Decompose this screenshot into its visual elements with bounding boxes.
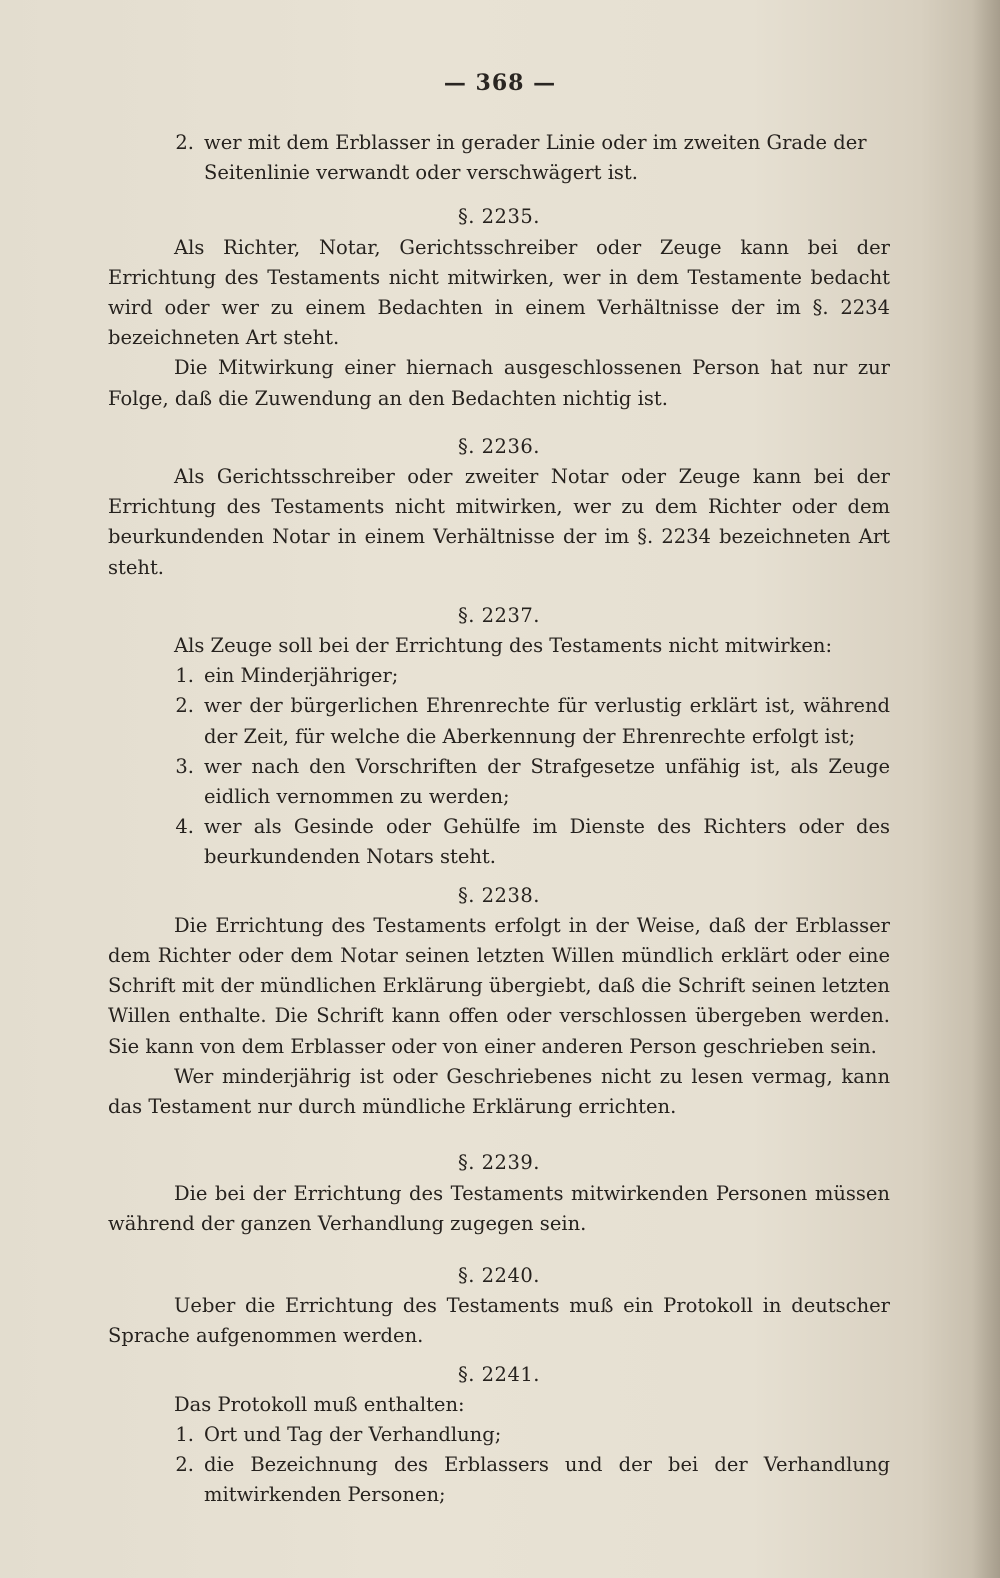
section-heading: §. 2239. [458,1151,540,1175]
section-heading: §. 2235. [458,205,540,229]
paragraph: Als Zeuge soll bei der Errichtung des Testaments nicht mitwirken: [174,634,833,658]
list-item [108,1450,890,1510]
section-heading: §. 2241. [458,1362,540,1386]
paragraph: Als Gerichtsschreiber oder zweiter Notar oder Zeuge kann bei der Errichtung des Testaments nicht mitwirken, wer zu dem Richter oder dem beurkundenden Notar in einem Verhältnisse der im §. 2234 bezeichneten Art steht. [108,465,890,579]
list-item-text: wer als Gesinde oder Gehülfe im Dienste des Richters oder des beurkundenden Notars steht. [204,815,890,869]
list-item [108,128,890,188]
paragraph: Die Mitwirkung einer hiernach ausgeschlossenen Person hat nur zur Folge, daß die Zuwendung an den Bedachten nichtig ist. [108,356,890,410]
list-item-text: Ort und Tag der Verhandlung; [204,1422,502,1446]
section-heading: §. 2237. [458,603,540,627]
list-item-text-line: wer mit dem Erblasser in gerader Linie oder im zweiten Grade der [204,131,867,154]
section-heading: §. 2240. [458,1263,540,1287]
list-item-number: 2. [175,131,194,154]
page-edge-shadow [972,0,1000,1578]
list-item [108,661,890,691]
list-item-text-line: Seitenlinie verwandt oder verschwägert ist. [204,161,638,185]
paragraph: Die Errichtung des Testaments erfolgt in der Weise, daß der Erblasser dem Richter oder dem Notar seinen letzten Willen mündlich erklärt oder eine Schrift mit der mündlichen Erklärung übergiebt, daß die Schrift seinen letzten Willen enthalte. Die Schrift kann offen oder verschlossen übergeben werden. Sie kann von dem Erblasser oder von einer anderen Person geschrieben sein. [108,913,890,1058]
list-item-text: ein Minderjähriger; [204,664,399,688]
list-item-number: 4. [175,815,194,839]
list-item-number: 2. [175,1453,194,1477]
page-number: — 368 — [443,70,557,96]
section-heading: §. 2238. [458,883,540,907]
list-item [108,1420,890,1450]
paragraph: Die bei der Errichtung des Testaments mitwirkenden Personen müssen während der ganzen Verhandlung zugegen sein. [108,1181,890,1235]
list-item-number: 3. [175,754,194,778]
list-item-text: die Bezeichnung des Erblassers und der bei der Verhandlung mitwirkenden Personen; [204,1453,890,1507]
list-item-text: wer nach den Vorschriften der Strafgesetze unfähig ist, als Zeuge eidlich vernommen zu werden; [204,754,890,809]
list-item-number: 1. [175,664,194,688]
list-item [108,812,890,872]
list-item [108,752,890,812]
page-content [108,118,890,1511]
paragraph: Wer minderjährig ist oder Geschriebenes nicht zu lesen vermag, kann das Testament nur durch mündliche Erklärung errichten. [108,1064,890,1119]
paragraph: Als Richter, Notar, Gerichtsschreiber oder Zeuge kann bei der Errichtung des Testaments nicht mitwirken, wer in dem Testamente bedacht wird oder wer zu einem Bedachten in einem Verhältnisse der im §. 2234 bezeichneten Art steht. [108,235,890,350]
list-item-number: 1. [175,1422,194,1446]
section-heading: §. 2236. [458,434,540,458]
paragraph: Ueber die Errichtung des Testaments muß ein Protokoll in deutscher Sprache aufgenommen werden. [108,1294,890,1348]
list-item-text: wer der bürgerlichen Ehrenrechte für verlustig erklärt ist, während der Zeit, für welche die Aberkennung der Ehrenrechte erfolgt ist; [204,694,890,748]
paragraph: Das Protokoll muß enthalten: [174,1392,465,1416]
list-item [108,691,890,751]
list-item-number: 2. [175,694,194,718]
